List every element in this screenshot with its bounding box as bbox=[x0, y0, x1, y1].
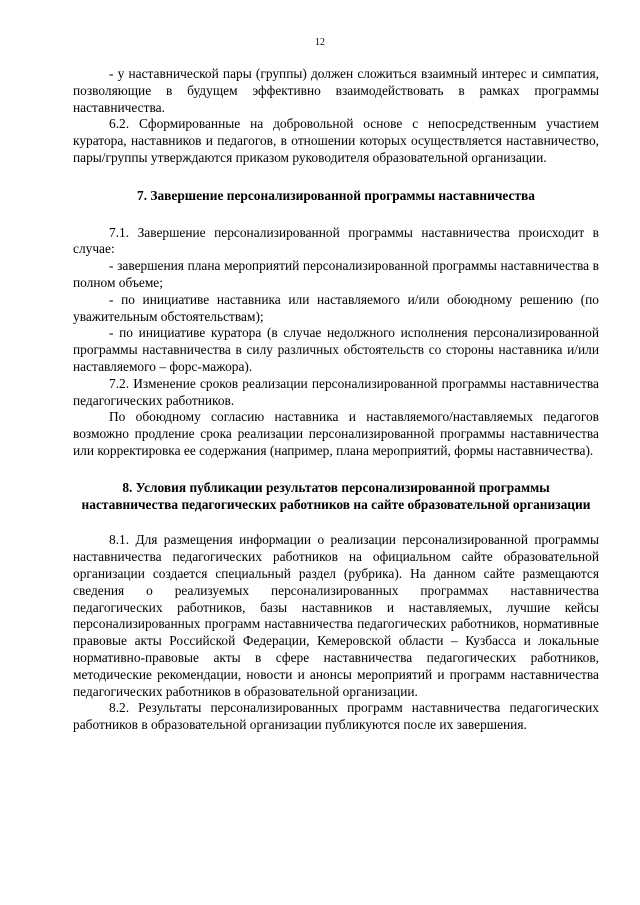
document-body bbox=[73, 66, 599, 734]
paragraph-mutual-interest: - у наставнической пары (группы) должен сложиться взаимный интерес и симпатия, позволяющие в будущем эффективно взаимодействовать в рамках программы наставничества. bbox=[73, 66, 599, 115]
section-heading-8: 8. Условия публикации результатов персонализированной программы наставничества педагогических работников на сайте образовательной организации bbox=[81, 479, 591, 512]
paragraph-8-2: 8.2. Результаты персонализированных программ наставничества педагогических работников в образовательной организации публикуются после их завершения. bbox=[73, 700, 599, 733]
list-item-mentor-initiative: - по инициативе наставника или наставляемого и/или обоюдному решению (по уважительным обстоятельствам); bbox=[73, 291, 599, 324]
page-number: 12 bbox=[315, 37, 325, 48]
paragraph-8-1: 8.1. Для размещения информации о реализации персонализированной программы наставничества педагогических работников на официальном сайте образовательной организации создается специальный раздел (рубрика). На данном сайте размещаются сведения о реализуемых персонализированных программах наставничества педагогических работников, базы наставников и наставляемых, лучшие кейсы персонализированных программ наставничества педагогических работников, нормативные правовые акты Российской Федерации, Кемеровской области – Кузбасса и локальные нормативно-правовые акты в сфере наставничества педагогических работников, методические рекомендации, новости и анонсы мероприятий и программ наставничества педагогических работников в образовательной организации. bbox=[73, 532, 599, 699]
list-item-completion-plan: - завершения плана мероприятий персонализированной программы наставничества в полном объеме; bbox=[73, 258, 599, 290]
paragraph-7-1: 7.1. Завершение персонализированной программы наставничества происходит в случае: bbox=[73, 224, 599, 257]
paragraph-mutual-agreement: По обоюдному согласию наставника и наставляемого/наставляемых педагогов возможно продление срока реализации персонализированной программы наставничества или корректировка ее содержания (например, плана мероприятий, формы наставничества). bbox=[73, 409, 599, 458]
section-heading-7: 7. Завершение персонализированной программы наставничества bbox=[137, 187, 535, 203]
paragraph-6-2: 6.2. Сформированные на добровольной основе с непосредственным участием куратора, наставников и педагогов, в отношении которых осуществляется наставничество, пары/группы утверждаются приказом руководителя образовательной организации. bbox=[73, 116, 599, 165]
list-item-curator-initiative: - по инициативе куратора (в случае недолжного исполнения персонализированной программы наставничества в силу различных обстоятельств со стороны наставника и/или наставляемого – форс-мажора). bbox=[73, 325, 599, 374]
paragraph-7-2: 7.2. Изменение сроков реализации персонализированной программы наставничества педагогических работников. bbox=[73, 375, 599, 408]
